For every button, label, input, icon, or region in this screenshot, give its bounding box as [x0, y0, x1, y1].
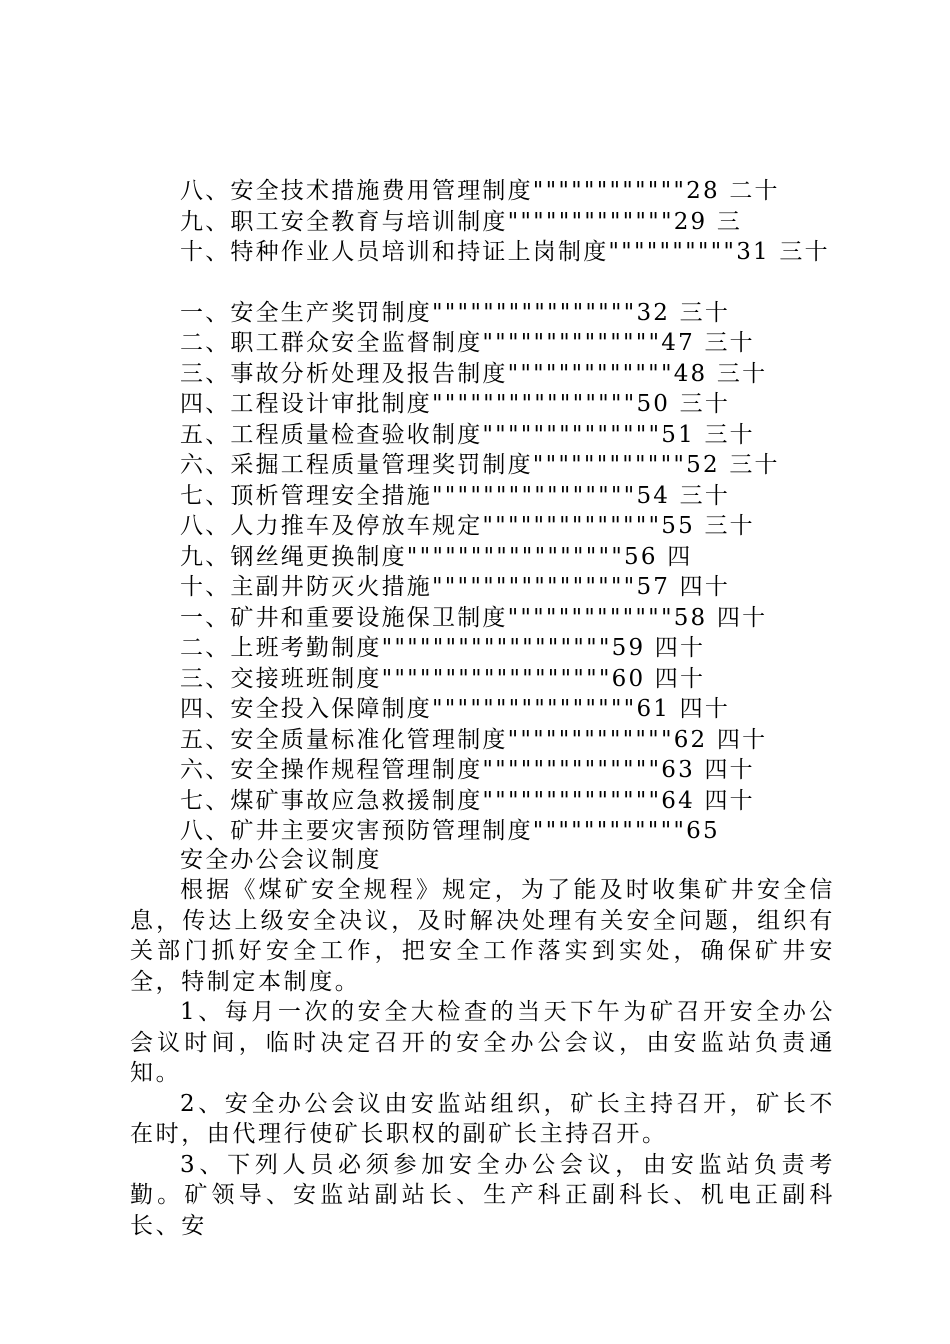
toc-entry: 十、特种作业人员培训和持证上岗制度""""""""""31 三十 [180, 239, 830, 265]
toc-entry: 四、安全投入保障制度""""""""""""""""61 四十 [180, 696, 731, 722]
toc-entry: 八、安全技术措施费用管理制度""""""""""""28 二十 [180, 178, 780, 204]
toc-entry: 七、煤矿事故应急救援制度""""""""""""""64 四十 [180, 787, 755, 814]
toc-entry: 六、安全操作规程管理制度""""""""""""""63 四十 [180, 757, 755, 783]
paragraph: 3、下列人员必须参加安全办公会议，由安监站负责考勤。矿领导、安监站副站长、生产科正副科长、机电正副科长、安 [130, 1151, 835, 1239]
toc-entry: 一、矿井和重要设施保卫制度"""""""""""""58 四十 [180, 604, 768, 631]
toc-entry: 八、矿井主要灾害预防管理制度""""""""""""65 [180, 818, 720, 844]
toc-entry: 一、安全生产奖罚制度""""""""""""""""32 三十 [180, 299, 731, 326]
toc-entry: 八、人力推车及停放车规定""""""""""""""55 三十 [180, 513, 755, 539]
toc-entry: 四、工程设计审批制度""""""""""""""""50 三十 [180, 391, 731, 417]
toc-spacer [180, 268, 860, 298]
toc-entry: 七、顶析管理安全措施""""""""""""""""54 三十 [180, 482, 731, 509]
toc-entry: 十、主副井防灭火措施""""""""""""""""57 四十 [180, 574, 731, 600]
toc-entry: 六、采掘工程质量管理奖罚制度""""""""""""52 三十 [180, 452, 780, 478]
toc-entry: 三、事故分析处理及报告制度"""""""""""""48 三十 [180, 360, 768, 387]
toc-entry: 九、职工安全教育与培训制度"""""""""""""29 三 [180, 208, 743, 235]
section-title: 安全办公会议制度 [180, 847, 382, 873]
table-of-contents [180, 176, 860, 847]
body-text [130, 875, 835, 1241]
toc-entry: 九、钢丝绳更换制度"""""""""""""""""56 四 [180, 543, 693, 570]
paragraph: 1、每月一次的安全大检查的当天下午为矿召开安全办公会议时间，临时决定召开的安全办公会议，由安监站负责通知。 [130, 999, 835, 1086]
paragraph: 2、安全办公会议由安监站组织，矿长主持召开，矿长不在时，由代理行使矿长职权的副矿长主持召开。 [130, 1090, 835, 1147]
toc-entry: 三、交接班班制度""""""""""""""""""60 四十 [180, 665, 706, 692]
paragraph: 根据《煤矿安全规程》规定，为了能及时收集矿井安全信息，传达上级安全决议，及时解决处理有关安全问题，组织有关部门抓好安全工作，把安全工作落实到实处，确保矿井安全，特制定本制度。 [130, 877, 835, 995]
toc-entry: 二、上班考勤制度""""""""""""""""""59 四十 [180, 635, 706, 661]
toc-entry: 五、工程质量检查验收制度""""""""""""""51 三十 [180, 421, 755, 448]
toc-entry: 五、安全质量标准化管理制度"""""""""""""62 四十 [180, 726, 768, 753]
toc-entry: 二、职工群众安全监督制度""""""""""""""47 三十 [180, 330, 755, 356]
